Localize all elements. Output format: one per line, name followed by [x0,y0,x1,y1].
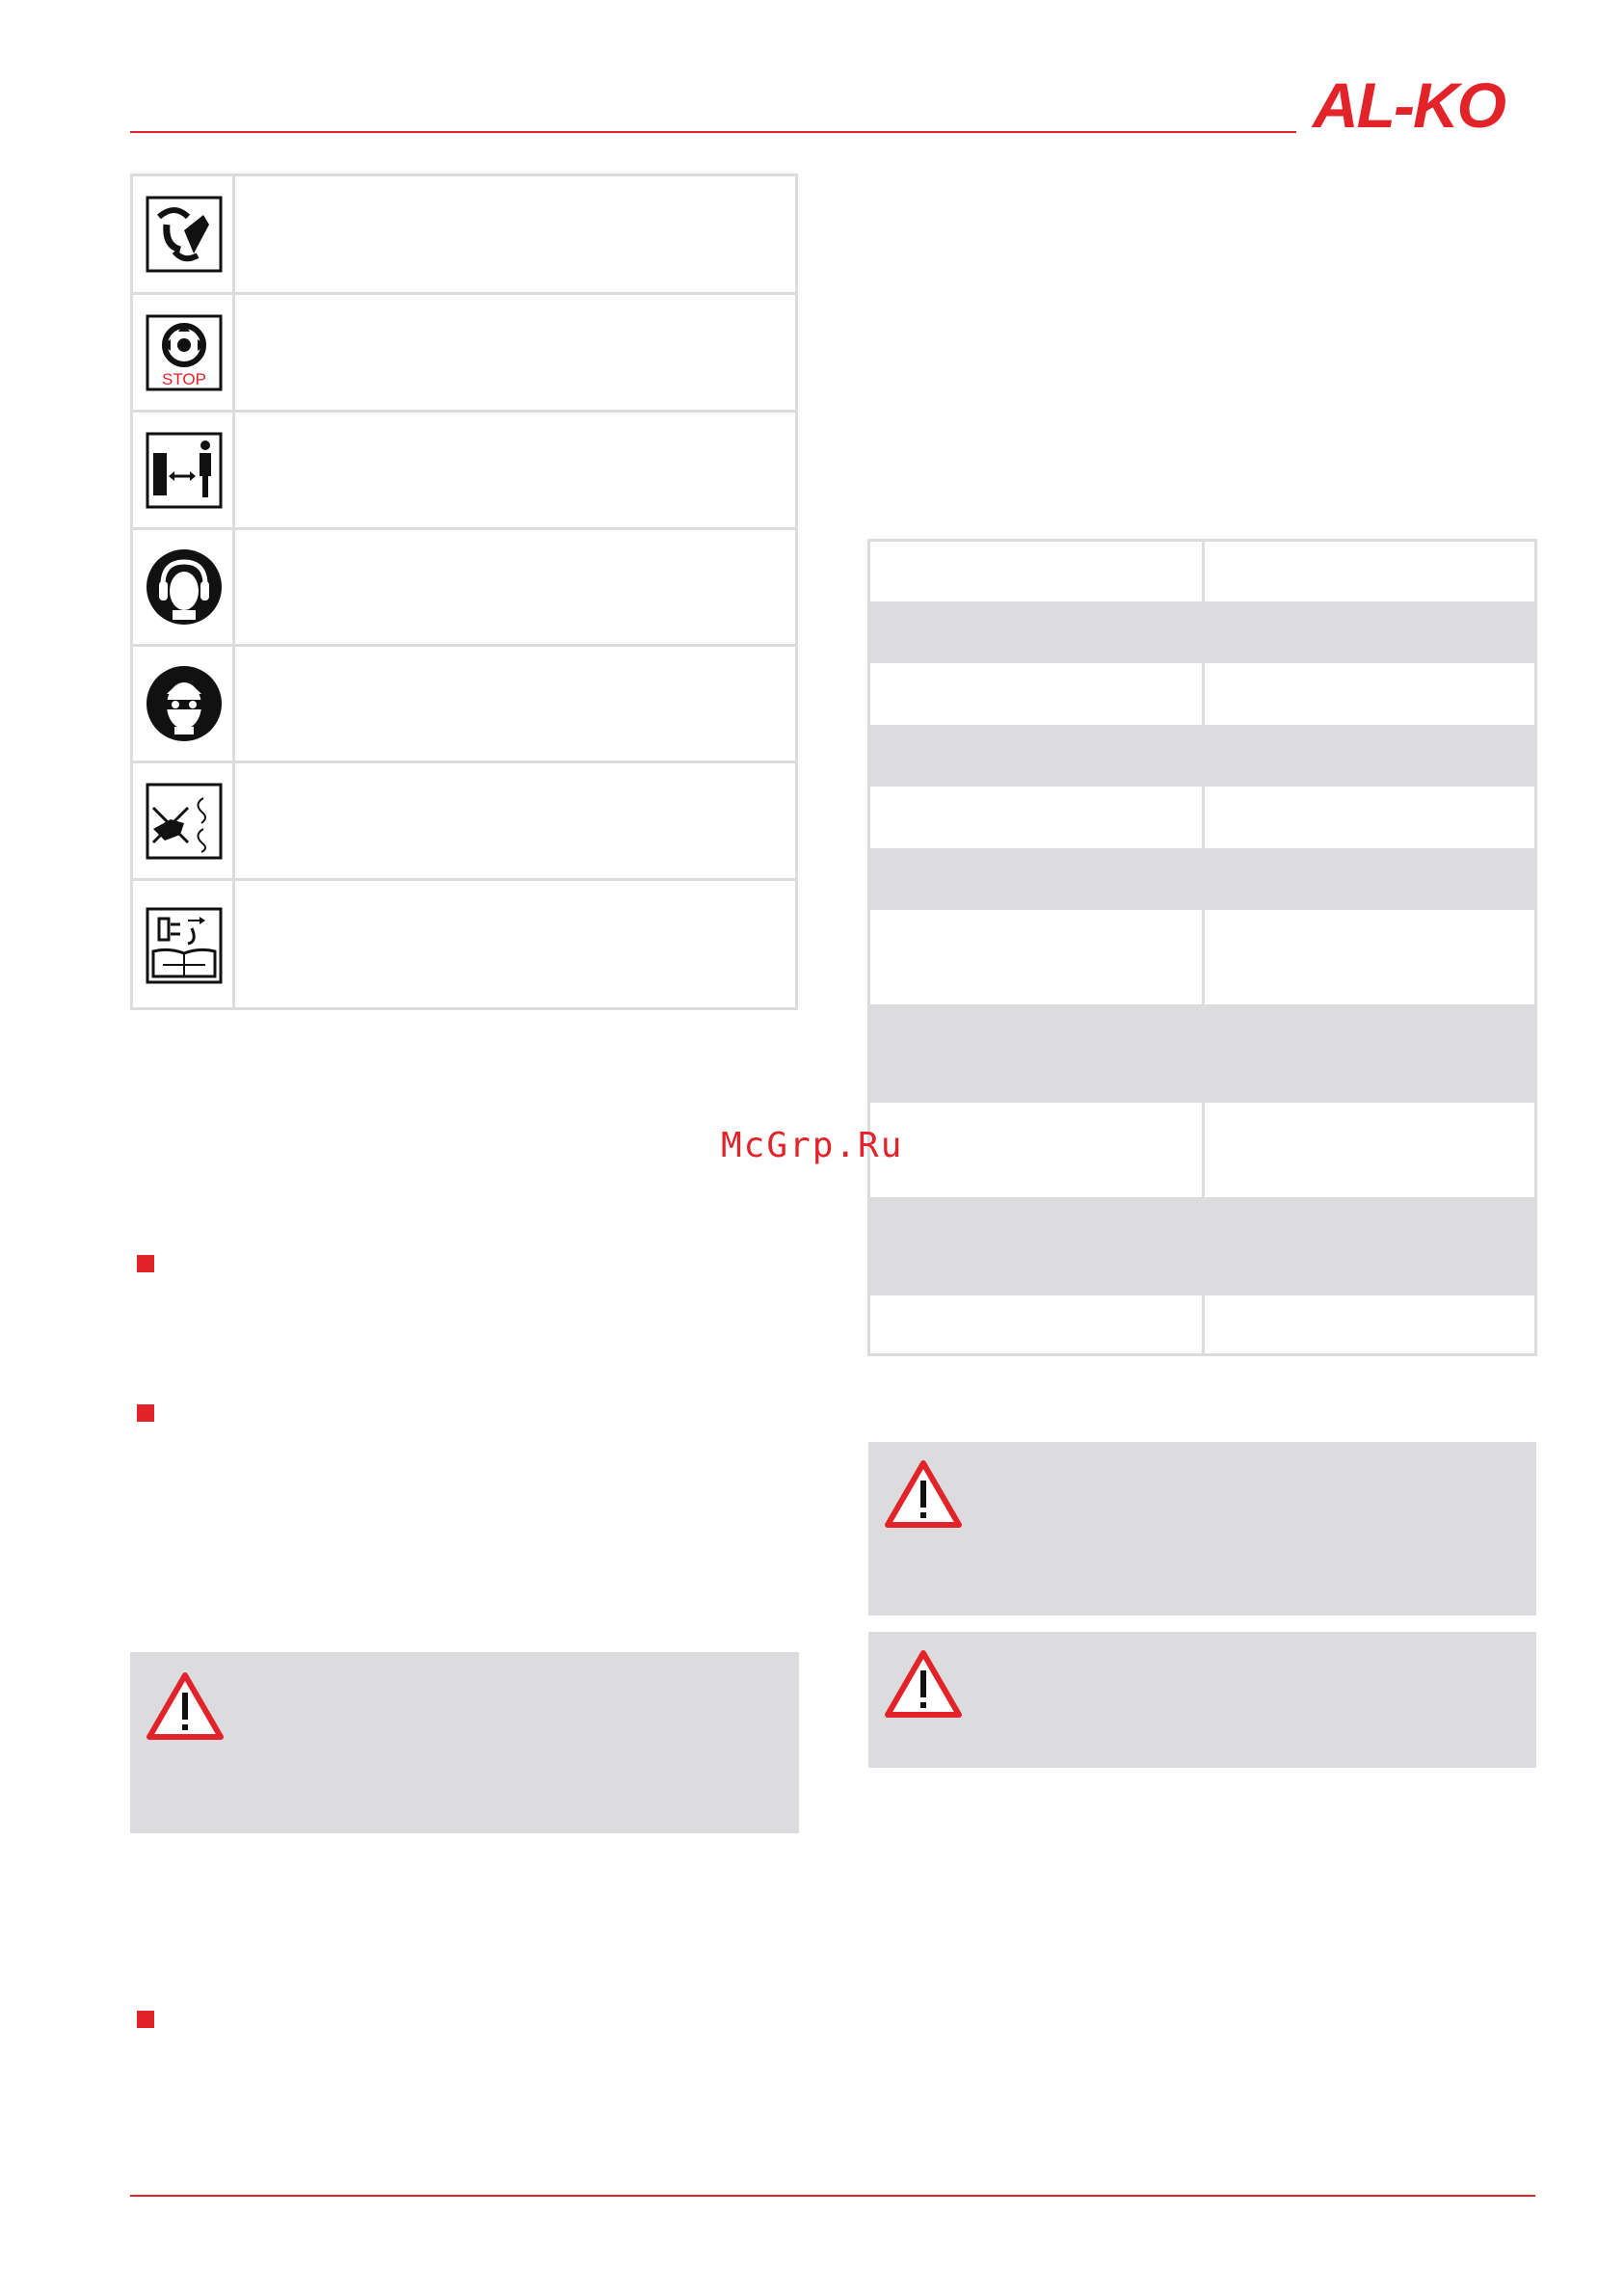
header-rule [130,131,1296,133]
symbol-cell [133,295,235,410]
warning-box [130,1652,799,1833]
warning-triangle-icon [884,1649,963,1719]
safety-symbols-table [130,174,798,1010]
symbol-cell [133,647,235,761]
watermark-text: McGrp.Ru [721,1126,904,1165]
footer-rule [130,2195,1535,2197]
symbol-row [133,295,795,413]
warning-box [868,1632,1536,1768]
brand-logo: AL-KO [1313,69,1504,141]
symbol-cell [133,763,235,878]
list-bullet [137,2011,154,2028]
table-row [870,542,1534,601]
table-row [870,1004,1534,1103]
table-row [870,1197,1534,1295]
symbol-row [133,647,795,763]
warning-triangle-icon [146,1671,225,1741]
symbol-row [133,530,795,647]
table-row [870,725,1534,787]
table-row [870,601,1534,663]
symbol-row [133,763,795,881]
symbol-row [133,413,795,530]
table-row [870,787,1534,848]
stop-rotating-blade-icon [146,314,223,391]
disconnect-before-maintenance-icon [146,907,223,984]
symbol-cell [133,413,235,527]
symbol-row [133,176,795,295]
svg-text:STOP: STOP [162,369,206,388]
table-row [870,1295,1534,1353]
symbol-cell [133,881,235,1010]
list-bullet [137,1255,154,1272]
keep-distance-icon [146,432,223,509]
table-row [870,848,1534,910]
symbol-row [133,881,795,1010]
ear-protection-icon [146,548,223,626]
read-manual-warning-icon [146,196,223,273]
table-row [870,663,1534,725]
keep-hands-away-icon [146,783,223,860]
symbol-cell [133,530,235,644]
list-bullet [137,1404,154,1422]
warning-triangle-icon [884,1459,963,1529]
table-row [870,910,1534,1004]
warning-box [868,1442,1536,1615]
data-table [867,539,1537,1356]
symbol-cell [133,176,235,292]
eye-protection-icon [146,665,223,742]
table-row [870,1103,1534,1197]
